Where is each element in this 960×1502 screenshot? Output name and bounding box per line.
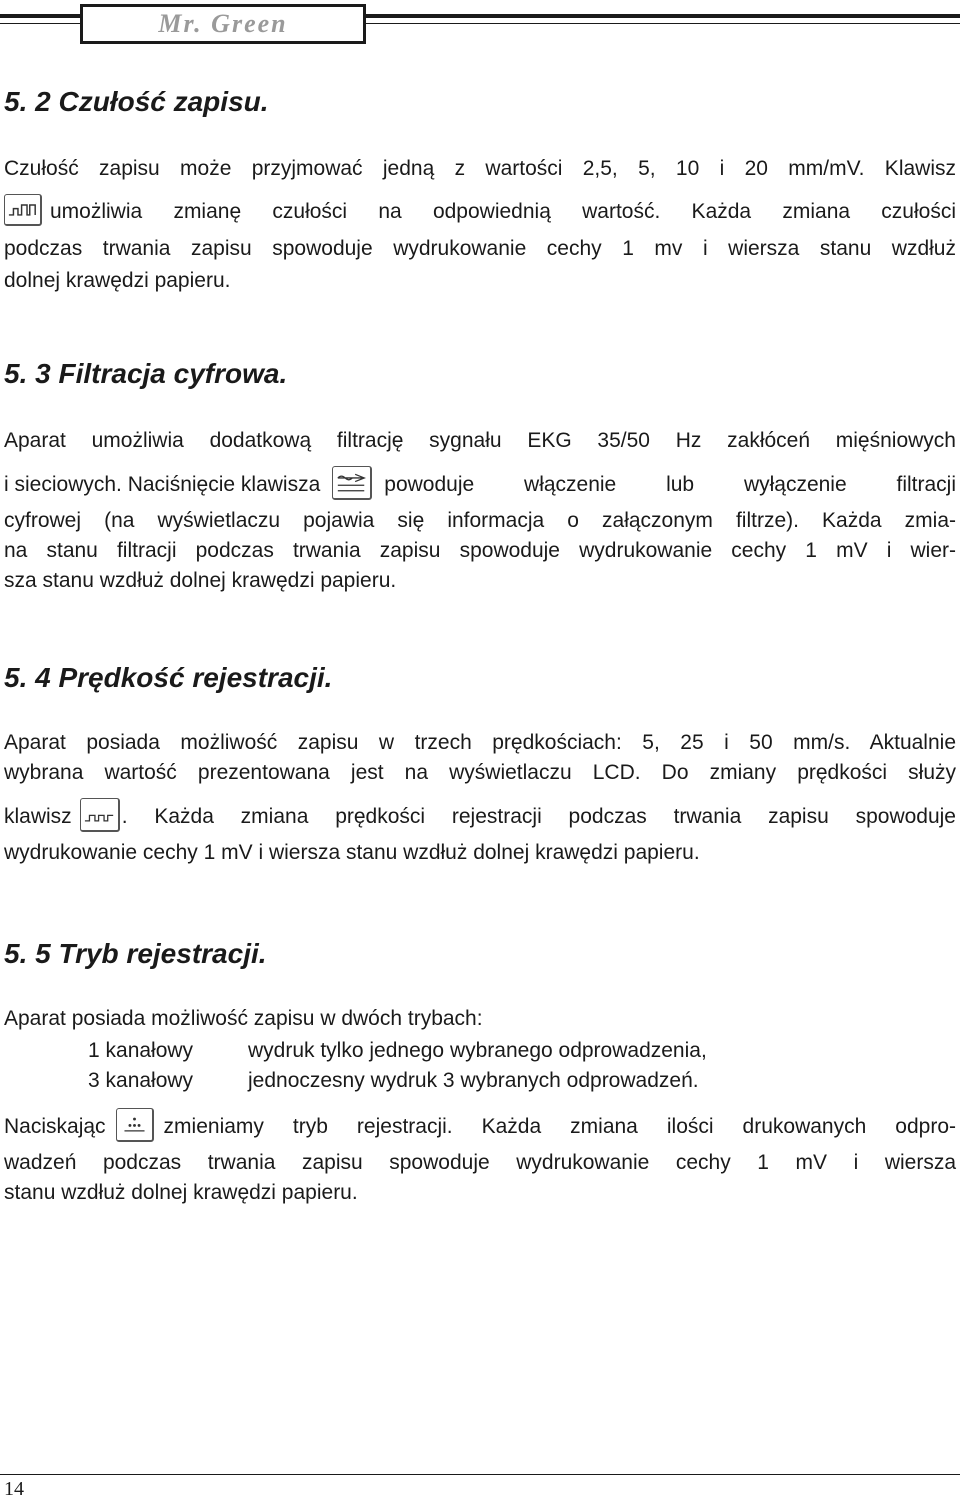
paragraph-line: na stanu filtracji podczas trwania zapisu spowoduje wydrukowanie cechy 1 mV i wier- (4, 539, 956, 562)
paragraph-line: Aparat posiada możliwość zapisu w dwóch trybach: (4, 1007, 483, 1030)
footer-rule (0, 1474, 960, 1475)
mode-desc: wydruk tylko jednego wybranego odprowadzenia, (248, 1039, 707, 1062)
section-title-filtering: 5. 3 Filtracja cyfrowa. (4, 358, 288, 389)
paragraph-line: stanu wzdłuż dolnej krawędzi papieru. (4, 1181, 358, 1204)
mode-desc: jednoczesny wydruk 3 wybranych odprowadzeń. (248, 1069, 699, 1092)
paragraph-line: Aparat umożliwia dodatkową filtrację sygnału EKG 35/50 Hz zakłóceń mięśniowych (4, 429, 956, 452)
section-title-speed: 5. 4 Prędkość rejestracji. (4, 662, 333, 693)
paragraph-line: cyfrowej (na wyświetlaczu pojawia się informacja o załączonym filtrze). Każda zmia- (4, 509, 956, 532)
paragraph-line: umożliwia zmianę czułości na odpowiednią wartość. Każda zmiana czułości (4, 196, 956, 228)
pulse-wave-icon[interactable] (4, 194, 42, 226)
speed-pulse-icon[interactable] (80, 798, 120, 832)
paragraph-line: wydrukowanie cechy 1 mV i wiersza stanu wzdłuż dolnej krawędzi papieru. (4, 841, 700, 864)
section-title-sensitivity: 5. 2 Czułość zapisu. (4, 86, 269, 117)
paragraph-line: sza stanu wzdłuż dolnej krawędzi papieru. (4, 569, 397, 592)
paragraph-line: Naciskając zmieniamy tryb rejestracji. Każda zmiana ilości drukowanych odpro- (4, 1110, 956, 1144)
paragraph-line: podczas trwania zapisu spowoduje wydrukowanie cechy 1 mv i wiersza stanu wzdłuż (4, 237, 956, 260)
paragraph-line: i sieciowych. Naciśnięcie klawisza powoduje włączenie lub wyłączenie filtracji (4, 468, 956, 502)
paragraph-line: dolnej krawędzi papieru. (4, 269, 231, 292)
channel-mode-icon[interactable] (116, 1108, 154, 1142)
paragraph-line: Aparat posiada możliwość zapisu w trzech prędkościach: 5, 25 i 50 mm/s. Aktualnie (4, 731, 956, 754)
paragraph-line: klawisz . Każda zmiana prędkości rejestracji podczas trwania zapisu spowoduje (4, 800, 956, 834)
mode-name: 1 kanałowy (88, 1039, 194, 1062)
page-number: 14 (4, 1478, 24, 1500)
paragraph-line: wadzeń podczas trwania zapisu spowoduje wydrukowanie cechy 1 mV i wiersza (4, 1151, 956, 1174)
header-logo: Mr. Green (80, 4, 366, 44)
section-title-mode: 5. 5 Tryb rejestracji. (4, 938, 267, 969)
mode-name: 3 kanałowy (88, 1069, 194, 1092)
paragraph-line: wybrana wartość prezentowana jest na wyświetlaczu LCD. Do zmiany prędkości służy (4, 761, 956, 784)
filter-waves-icon[interactable] (332, 466, 372, 500)
paragraph-line: Czułość zapisu może przyjmować jedną z wartości 2,5, 5, 10 i 20 mm/mV. Klawisz (4, 157, 956, 180)
